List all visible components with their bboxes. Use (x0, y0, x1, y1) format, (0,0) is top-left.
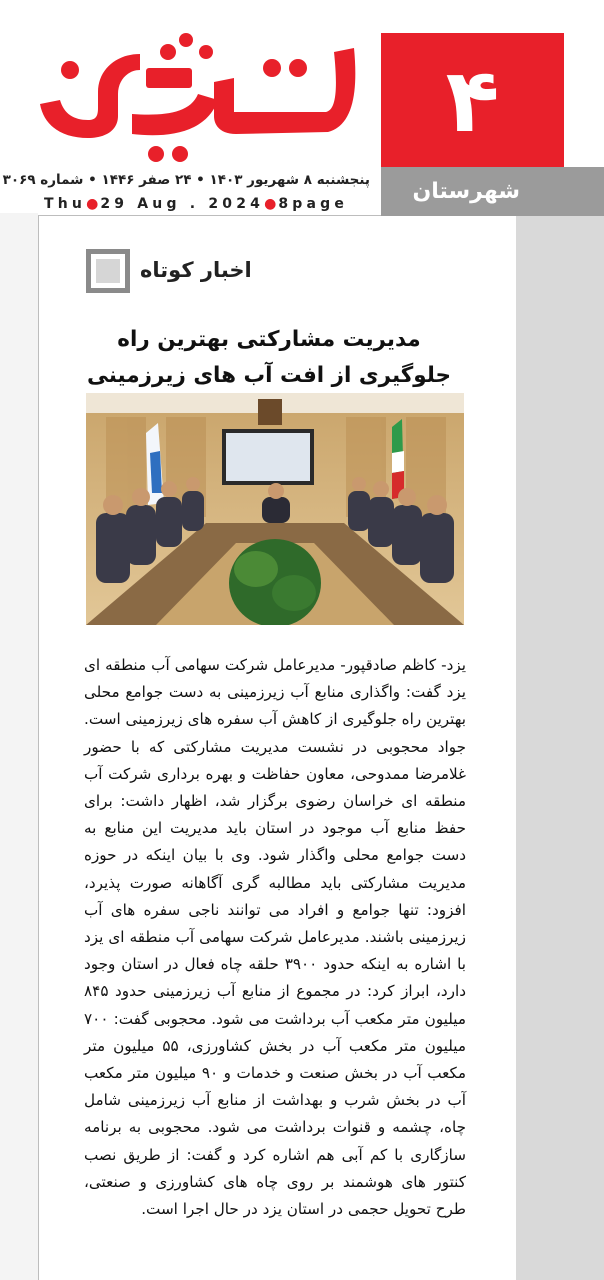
newspaper-logo (36, 30, 366, 170)
meeting-photo (86, 393, 464, 625)
page-number: ۴ (381, 33, 564, 167)
section-label: شهرستان (381, 167, 604, 216)
brief-marker-icon (86, 249, 130, 293)
english-date-value: 29 Aug . 2024 (100, 196, 265, 212)
article-body: یزد- کاظم صادقپور- مدیرعامل شرکت سهامی آب منطقه ای یزد گفت: واگذاری منابع آب زیرزمینی به دست جوامع محلی بهترین راه جلوگیری از کاهش آب سفره های زیرزمینی است. جواد محجوبی در نشست مدیریت مشارکتی که با حضور غلامرضا ممدوحی، معاون حفاظت و بهره برداری شرکت آب منطقه ای خراسان رضوی برگزار شد، اظهار داشت: برای حفظ منابع آب موجود در استان باید مدیریت این منابع به دست جوامع محلی واگذار شود. وی با بیان اینکه در حوزه مدیریت مشارکتی باید مطالبه گری آگاهانه صورت پذیرد، افزود: تنها جوامع و افراد می توانند ناجی سفره های آب زیرزمینی باشند. مدیرعامل شرکت سهامی آب منطقه ای یزد با اشاره به اینکه حدود ۳۹۰۰ حلقه چاه فعال در استان وجود دارد، ابراز کرد: در مجموع از منابع آب زیرزمینی حدود ۸۴۵ میلیون متر مکعب آب برداشت می شود. محجوبی گفت: ۷۰۰ میلیون متر مکعب آب در بخش کشاورزی، ۵۵ میلیون متر مکعب آب در بخش صنعت و خدمات و ۹۰ میلیون متر مکعب آب در بخش شرب و بهداشت از منابع آب زیرزمینی شامل چاه، چشمه و قنوات برداشت می شود. محجوبی به برنامه سازگاری با کم آبی هم اشاره کرد و گفت: از طریق نصب کنتور های هوشمند بر روی چاه های کشاورزی و صنعتی، طرح تحویل حجمی در استان یزد در حال اجرا است. (84, 656, 467, 1219)
english-day: Thu (44, 196, 87, 212)
persian-date: پنجشنبه ۸ شهریور ۱۴۰۳ • ۲۴ صفر ۱۴۴۶ • شماره ۳۰۶۹ (2, 172, 370, 188)
left-margin (0, 213, 38, 1280)
page-count: 8page (278, 196, 349, 212)
left-rule (38, 215, 39, 1280)
brief-section-title: اخبار کوتاه (140, 258, 252, 282)
article-headline: مدیریت مشارکتی بهترین راه جلوگیری از افت آب های زیرزمینی (87, 327, 451, 388)
english-date: Thu●29 Aug . 2024●8page (44, 196, 349, 212)
right-sidebar (516, 213, 604, 1280)
